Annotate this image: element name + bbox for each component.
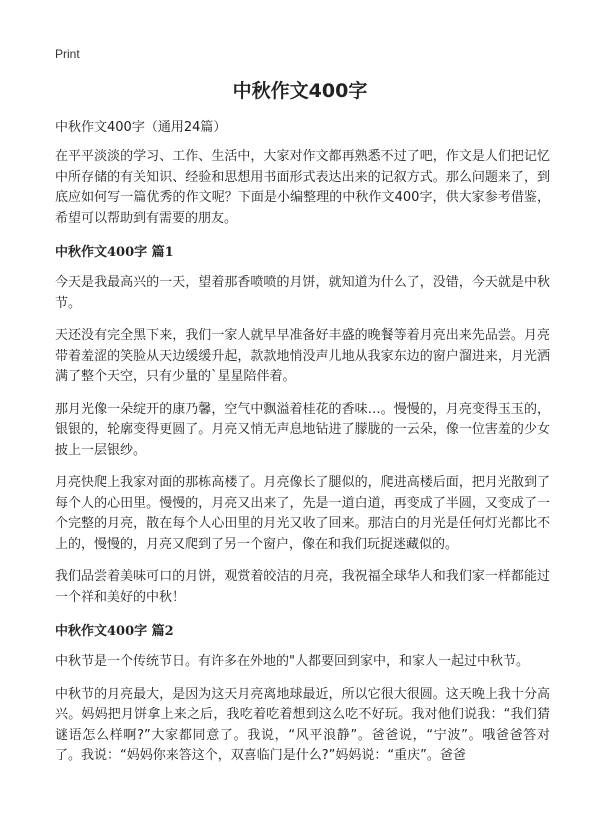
paragraph: 那月光像一朵绽开的康乃馨，空气中飘溢着桂花的香味…。慢慢的，月亮变得玉玉的，银银的，轮廓变得更圆了。月亮又悄无声息地钻进了朦胧的一云朵，像一位害羞的少女披上一层银纱。 xyxy=(55,401,550,458)
print-link[interactable]: Print xyxy=(55,47,80,61)
intro-paragraph: 在平平淡淡的学习、工作、生活中，大家对作文都再熟悉不过了吧，作文是人们把记忆中所存储的有关知识、经验和思想用书面形式表达出来的记叙方式。那么问题来了，到底应如何写一篇优秀的作文呢？下面是小编整理的中秋作文400字，供大家参考借鉴，希望可以帮助到有需要的朋友。 xyxy=(55,149,550,226)
paragraph: 天还没有完全黑下来，我们一家人就早早准备好丰盛的晚餐等着月亮出来先品尝。月亮带着羞涩的笑脸从天边缓缓升起，款款地悄没声儿地从我家东边的窗户溜进来，月光洒满了整个天空，只有少量的`星星陪伴着。 xyxy=(55,328,550,384)
paragraph: 我们品尝着美味可口的月饼，观赏着皎洁的月亮，我祝福全球华人和我们家一样都能过一个祥和美好的中秋！ xyxy=(55,569,550,605)
paragraph: 月亮快爬上我家对面的那栋高楼了。月亮像长了腿似的，爬进高楼后面，把月光散到了每个人的心田里。慢慢的，月亮又出来了，先是一道白道，再变成了半圆，又变成了一个完整的月亮，散在每个人心田里的月光又收了回来。那洁白的月光是任何灯光都比不上的，慢慢的，月亮又爬到了另一个窗户，像在和我们玩捉迷藏似的。 xyxy=(55,475,550,552)
document-subtitle: 中秋作文400字（通用24篇） xyxy=(55,120,227,135)
section-heading-2: 中秋作文400字 篇2 xyxy=(55,624,174,639)
document-title: 中秋作文400字 xyxy=(232,80,368,102)
section-heading-1: 中秋作文400字 篇1 xyxy=(55,245,174,260)
paragraph: 今天是我最高兴的一天，望着那香喷喷的月饼，就知道为什么了，没错，今天就是中秋节。 xyxy=(55,275,550,311)
document-body xyxy=(55,118,550,779)
paragraph: 中秋节的月亮最大，是因为这天月亮离地球最近，所以它很大很圆。这天晚上我十分高兴。妈妈把月饼拿上来之后，我吃着吃着想到这么吃不好玩。我对他们说我：“我们猜谜语怎么样啊?”大家都同意了。我说，“风平浪静”。爸爸说，“宁波”。哦爸爸答对了。我说：“妈妈你来答这个，双喜临门是什么?”妈妈说：“重庆”。爸爸 xyxy=(55,686,550,763)
paragraph: 中秋节是一个传统节日。有许多在外地的"人都要回到家中，和家人一起过中秋节。 xyxy=(55,654,529,669)
